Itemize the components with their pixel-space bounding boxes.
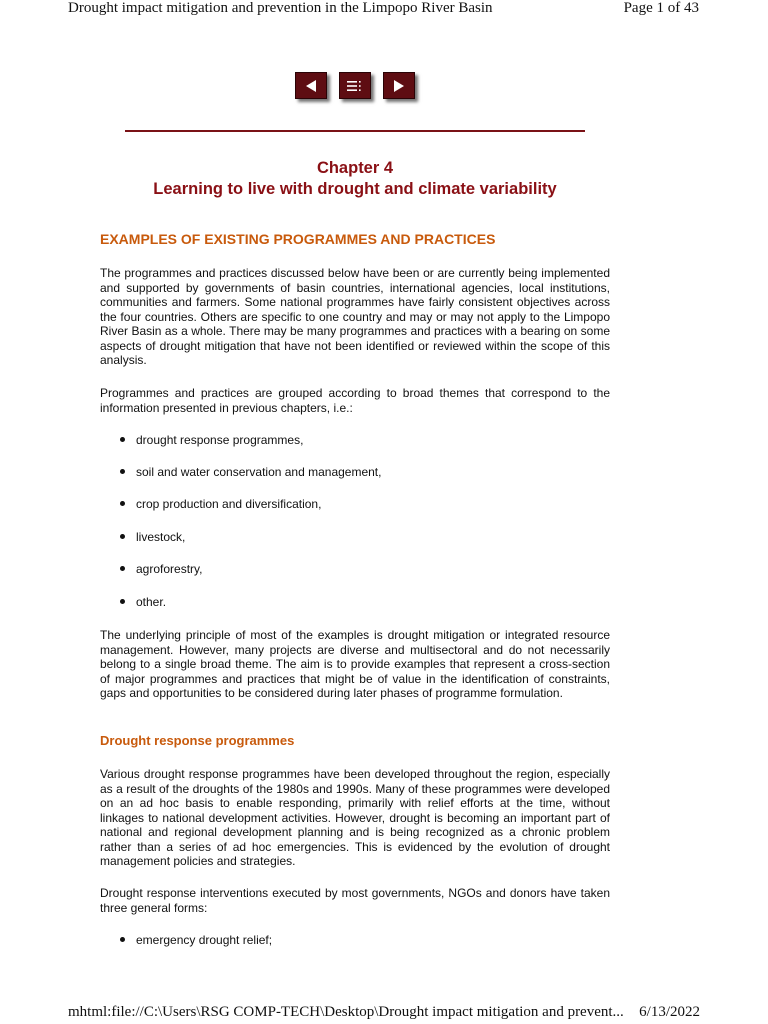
list-item: livestock, — [120, 530, 185, 544]
print-footer-url: mhtml:file://C:\Users\RSG COMP-TECH\Desktop\Drought impact mitigation and prevent... — [68, 1004, 624, 1020]
list-item: agroforestry, — [120, 562, 202, 576]
horizontal-rule — [125, 130, 585, 132]
arrow-left-icon — [304, 79, 318, 93]
list-item: drought response programmes, — [120, 433, 303, 447]
bullet-icon — [120, 501, 125, 506]
chapter-heading — [100, 158, 610, 200]
previous-page-button[interactable] — [295, 72, 327, 99]
grouping-paragraph: Programmes and practices are grouped according to broad themes that correspond to the information presented in previous chapters, i.e.: — [100, 386, 610, 415]
chapter-title: Learning to live with drought and climate variability — [153, 180, 557, 198]
bullet-icon — [120, 534, 125, 539]
bullet-icon — [120, 599, 125, 604]
chapter-number: Chapter 4 — [316, 159, 394, 177]
bullet-icon — [120, 566, 125, 571]
intro-paragraph: The programmes and practices discussed below have been or are currently being implemented and supported by governments of basin countries, international agencies, local institutions, communities and farmers. Some national programmes have fairly consistent objectives across the four countries. Others are specific to one country and may or may not apply to the Limpopo River Basin as a whole. There may be many programmes and practices with a bearing on some aspects of drought mitigation that have not been identified or reviewed within the scope of this analysis. — [100, 266, 610, 367]
contents-list-icon — [346, 79, 364, 93]
page-navigation — [295, 72, 419, 102]
bullet-icon — [120, 469, 125, 474]
arrow-right-icon — [392, 79, 406, 93]
list-item: crop production and diversification, — [120, 497, 321, 511]
bullet-icon — [120, 937, 125, 942]
print-page-number: Page 1 of 43 — [623, 0, 699, 16]
principle-paragraph: The underlying principle of most of the examples is drought mitigation or integrated resource management. However, many projects are diverse and multisectoral and do not necessarily belong to a single broad theme. The aim is to provide examples that represent a cross-section of major programmes and practices that might be of value in the identification of constraints, gaps and opportunities to be considered during later phases of programme formulation. — [100, 628, 610, 700]
list-item: other. — [120, 595, 166, 609]
bullet-icon — [120, 437, 125, 442]
print-footer — [0, 1004, 768, 1024]
interventions-paragraph: Drought response interventions executed by most governments, NGOs and donors have taken three general forms: — [100, 886, 610, 915]
section-heading: EXAMPLES OF EXISTING PROGRAMMES AND PRACTICES — [100, 231, 496, 247]
subsection-heading: Drought response programmes — [100, 733, 295, 748]
list-item: emergency drought relief; — [120, 933, 272, 947]
print-header — [0, 0, 768, 22]
table-of-contents-button[interactable] — [339, 72, 371, 99]
print-footer-date: 6/13/2022 — [639, 1004, 700, 1020]
next-page-button[interactable] — [383, 72, 415, 99]
list-item: soil and water conservation and management, — [120, 465, 381, 479]
print-header-title: Drought impact mitigation and prevention in the Limpopo River Basin — [68, 0, 493, 16]
drought-response-paragraph: Various drought response programmes have been developed throughout the region, especially as a result of the droughts of the 1980s and 1990s. Many of these programmes were developed on an ad hoc basis to enable responding, primarily with relief efforts at the time, without linkages to national development activities. However, drought is becoming an important part of national and regional development planning and is being recognized as a chronic problem rather than a series of ad hoc emergencies. This is evidenced by the evolution of drought management policies and strategies. — [100, 767, 610, 868]
